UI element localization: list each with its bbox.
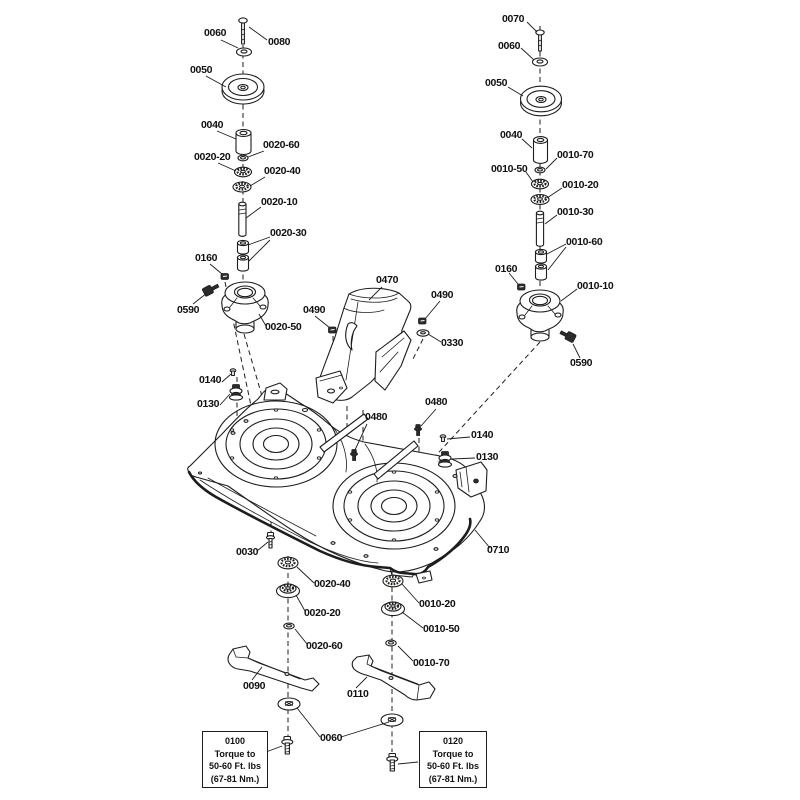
shaft-0020-10-drawing bbox=[239, 202, 246, 236]
callout-0020-60-4: 0020-60 bbox=[263, 139, 300, 151]
torque-note-line: (67-81 Nm.) bbox=[428, 773, 478, 784]
ring-0020-60-drawing bbox=[238, 155, 248, 161]
bolt-0080-drawing bbox=[239, 18, 247, 44]
blade-bolt-0120-drawing bbox=[387, 754, 398, 772]
callout-0060-0: 0060 bbox=[204, 27, 227, 39]
bearing-0010-50-lower-drawing bbox=[382, 602, 405, 616]
spacer-0040-left-drawing bbox=[236, 130, 251, 155]
screw-0140-right-drawing bbox=[440, 435, 446, 442]
bearing-0010-20-lower-drawing bbox=[383, 575, 403, 587]
callout-0020-10-7: 0020-10 bbox=[261, 196, 298, 208]
torque-note-line: 50-60 Ft. lbs bbox=[208, 761, 262, 771]
callout-0020-50-11: 0020-50 bbox=[265, 321, 302, 333]
shaft-0010-30-drawing bbox=[536, 211, 543, 246]
bolt-0070-drawing bbox=[536, 30, 544, 51]
bolt-0030-drawing bbox=[267, 533, 275, 549]
ring-0010-70-drawing bbox=[535, 167, 545, 173]
torque-note-line: Torque to bbox=[214, 748, 256, 759]
spacer-0020-30b-drawing bbox=[238, 255, 249, 271]
callout-0160-25: 0160 bbox=[495, 263, 518, 275]
callout-0010-50-40: 0010-50 bbox=[423, 623, 460, 635]
blade-bolt-0100-drawing bbox=[282, 737, 293, 755]
bearing-0020-40-lower-drawing bbox=[278, 557, 298, 569]
callout-0710-35: 0710 bbox=[487, 544, 510, 556]
callout-0090-42: 0090 bbox=[243, 680, 266, 692]
callout-0070-16: 0070 bbox=[502, 13, 525, 25]
screw-0480-right-drawing bbox=[414, 425, 421, 436]
callout-0080-1: 0080 bbox=[268, 36, 291, 48]
callout-0590-10: 0590 bbox=[177, 304, 200, 316]
callout-0010-50-21: 0010-50 bbox=[491, 163, 528, 175]
deck-shell-0710-drawing bbox=[188, 383, 487, 583]
callout-0010-70-41: 0010-70 bbox=[413, 657, 450, 669]
callout-0010-70-20: 0010-70 bbox=[557, 149, 594, 161]
bearing-0020-20-drawing bbox=[235, 167, 252, 177]
callout-0130-29: 0130 bbox=[197, 398, 220, 410]
washer-0060-lower-right-drawing bbox=[381, 714, 403, 726]
callout-0050-18: 0050 bbox=[485, 77, 508, 89]
callout-0140-32: 0140 bbox=[471, 429, 494, 441]
callout-0050-2: 0050 bbox=[190, 64, 213, 76]
callout-0020-40-36: 0020-40 bbox=[314, 578, 351, 590]
callout-0030-34: 0030 bbox=[236, 546, 259, 558]
washer-0060-right-drawing bbox=[533, 58, 548, 66]
callout-0020-30-8: 0020-30 bbox=[270, 227, 307, 239]
callout-0010-60-24: 0010-60 bbox=[566, 236, 603, 248]
callout-0060-17: 0060 bbox=[498, 40, 521, 52]
washer-0060-left-drawing bbox=[237, 48, 252, 56]
callout-0020-20-5: 0020-20 bbox=[194, 151, 231, 163]
spacer-0010-60a-drawing bbox=[536, 249, 547, 263]
spacer-0040-right-drawing bbox=[534, 137, 548, 164]
torque-note-box-0120 bbox=[419, 731, 487, 788]
spacer-0020-30a-drawing bbox=[238, 240, 249, 254]
callout-0020-20-37: 0020-20 bbox=[304, 607, 341, 619]
blade-0090-drawing bbox=[228, 646, 319, 691]
pulley-0050-left-drawing bbox=[222, 74, 264, 104]
spindle-housing-0010-10-drawing bbox=[517, 290, 564, 341]
torque-note-line: 50-60 Ft. lbs bbox=[426, 761, 480, 771]
roller-0130-right-drawing bbox=[439, 452, 452, 468]
spacer-0010-60b-drawing bbox=[536, 264, 547, 280]
callout-0040-3: 0040 bbox=[201, 119, 224, 131]
torque-note-line: Torque to bbox=[432, 748, 474, 759]
callout-0130-33: 0130 bbox=[476, 451, 499, 463]
pulley-0050-right-drawing bbox=[521, 86, 562, 116]
callout-0010-20-22: 0010-20 bbox=[562, 179, 599, 191]
torque-note-box-0100 bbox=[202, 731, 268, 788]
callout-0020-60-38: 0020-60 bbox=[306, 640, 343, 652]
bolt-0590-right-drawing bbox=[559, 328, 577, 343]
torque-note-line: (67-81 Nm.) bbox=[210, 773, 260, 784]
spindle-housing-0020-50-drawing bbox=[222, 282, 269, 333]
callout-0490-14: 0490 bbox=[431, 289, 454, 301]
callout-0480-31: 0480 bbox=[425, 396, 448, 408]
callout-0490-13: 0490 bbox=[303, 304, 326, 316]
callout-0330-15: 0330 bbox=[441, 337, 464, 349]
callout-0470-12: 0470 bbox=[376, 274, 399, 286]
callout-0110-43: 0110 bbox=[347, 688, 369, 700]
nut-0160-right-drawing bbox=[518, 284, 526, 290]
nut-0490-right-drawing bbox=[419, 318, 427, 324]
callout-0480-30: 0480 bbox=[365, 411, 388, 423]
callout-0010-30-23: 0010-30 bbox=[557, 206, 594, 218]
callout-0010-20-39: 0010-20 bbox=[419, 598, 456, 610]
bearing-0010-50-drawing bbox=[532, 179, 549, 189]
roller-0130-left-drawing bbox=[230, 385, 243, 401]
bearing-0020-40-drawing bbox=[233, 182, 251, 192]
blade-0110-drawing bbox=[352, 655, 435, 700]
callout-0020-40-6: 0020-40 bbox=[264, 165, 301, 177]
washer-0330-drawing bbox=[417, 330, 429, 336]
washer-0060-lower-left-drawing bbox=[278, 698, 300, 710]
left-spindle-stack-drawing bbox=[202, 18, 268, 333]
belt-cover-0470-drawing bbox=[316, 288, 411, 403]
callout-0590-27: 0590 bbox=[570, 357, 593, 369]
callout-0060-44: 0060 bbox=[320, 732, 343, 744]
callout-0040-19: 0040 bbox=[500, 129, 523, 141]
callout-0140-28: 0140 bbox=[199, 374, 222, 386]
nut-0160-left-drawing bbox=[221, 274, 229, 280]
bearing-0010-20-drawing bbox=[531, 195, 549, 205]
ring-0010-70-lower-drawing bbox=[386, 640, 396, 646]
torque-note-part-number: 0120 bbox=[442, 736, 464, 746]
torque-note-part-number: 0100 bbox=[224, 736, 246, 746]
callout-0160-9: 0160 bbox=[195, 252, 218, 264]
ring-0020-60-lower-drawing bbox=[284, 623, 294, 629]
callout-0010-10-26: 0010-10 bbox=[577, 280, 614, 292]
